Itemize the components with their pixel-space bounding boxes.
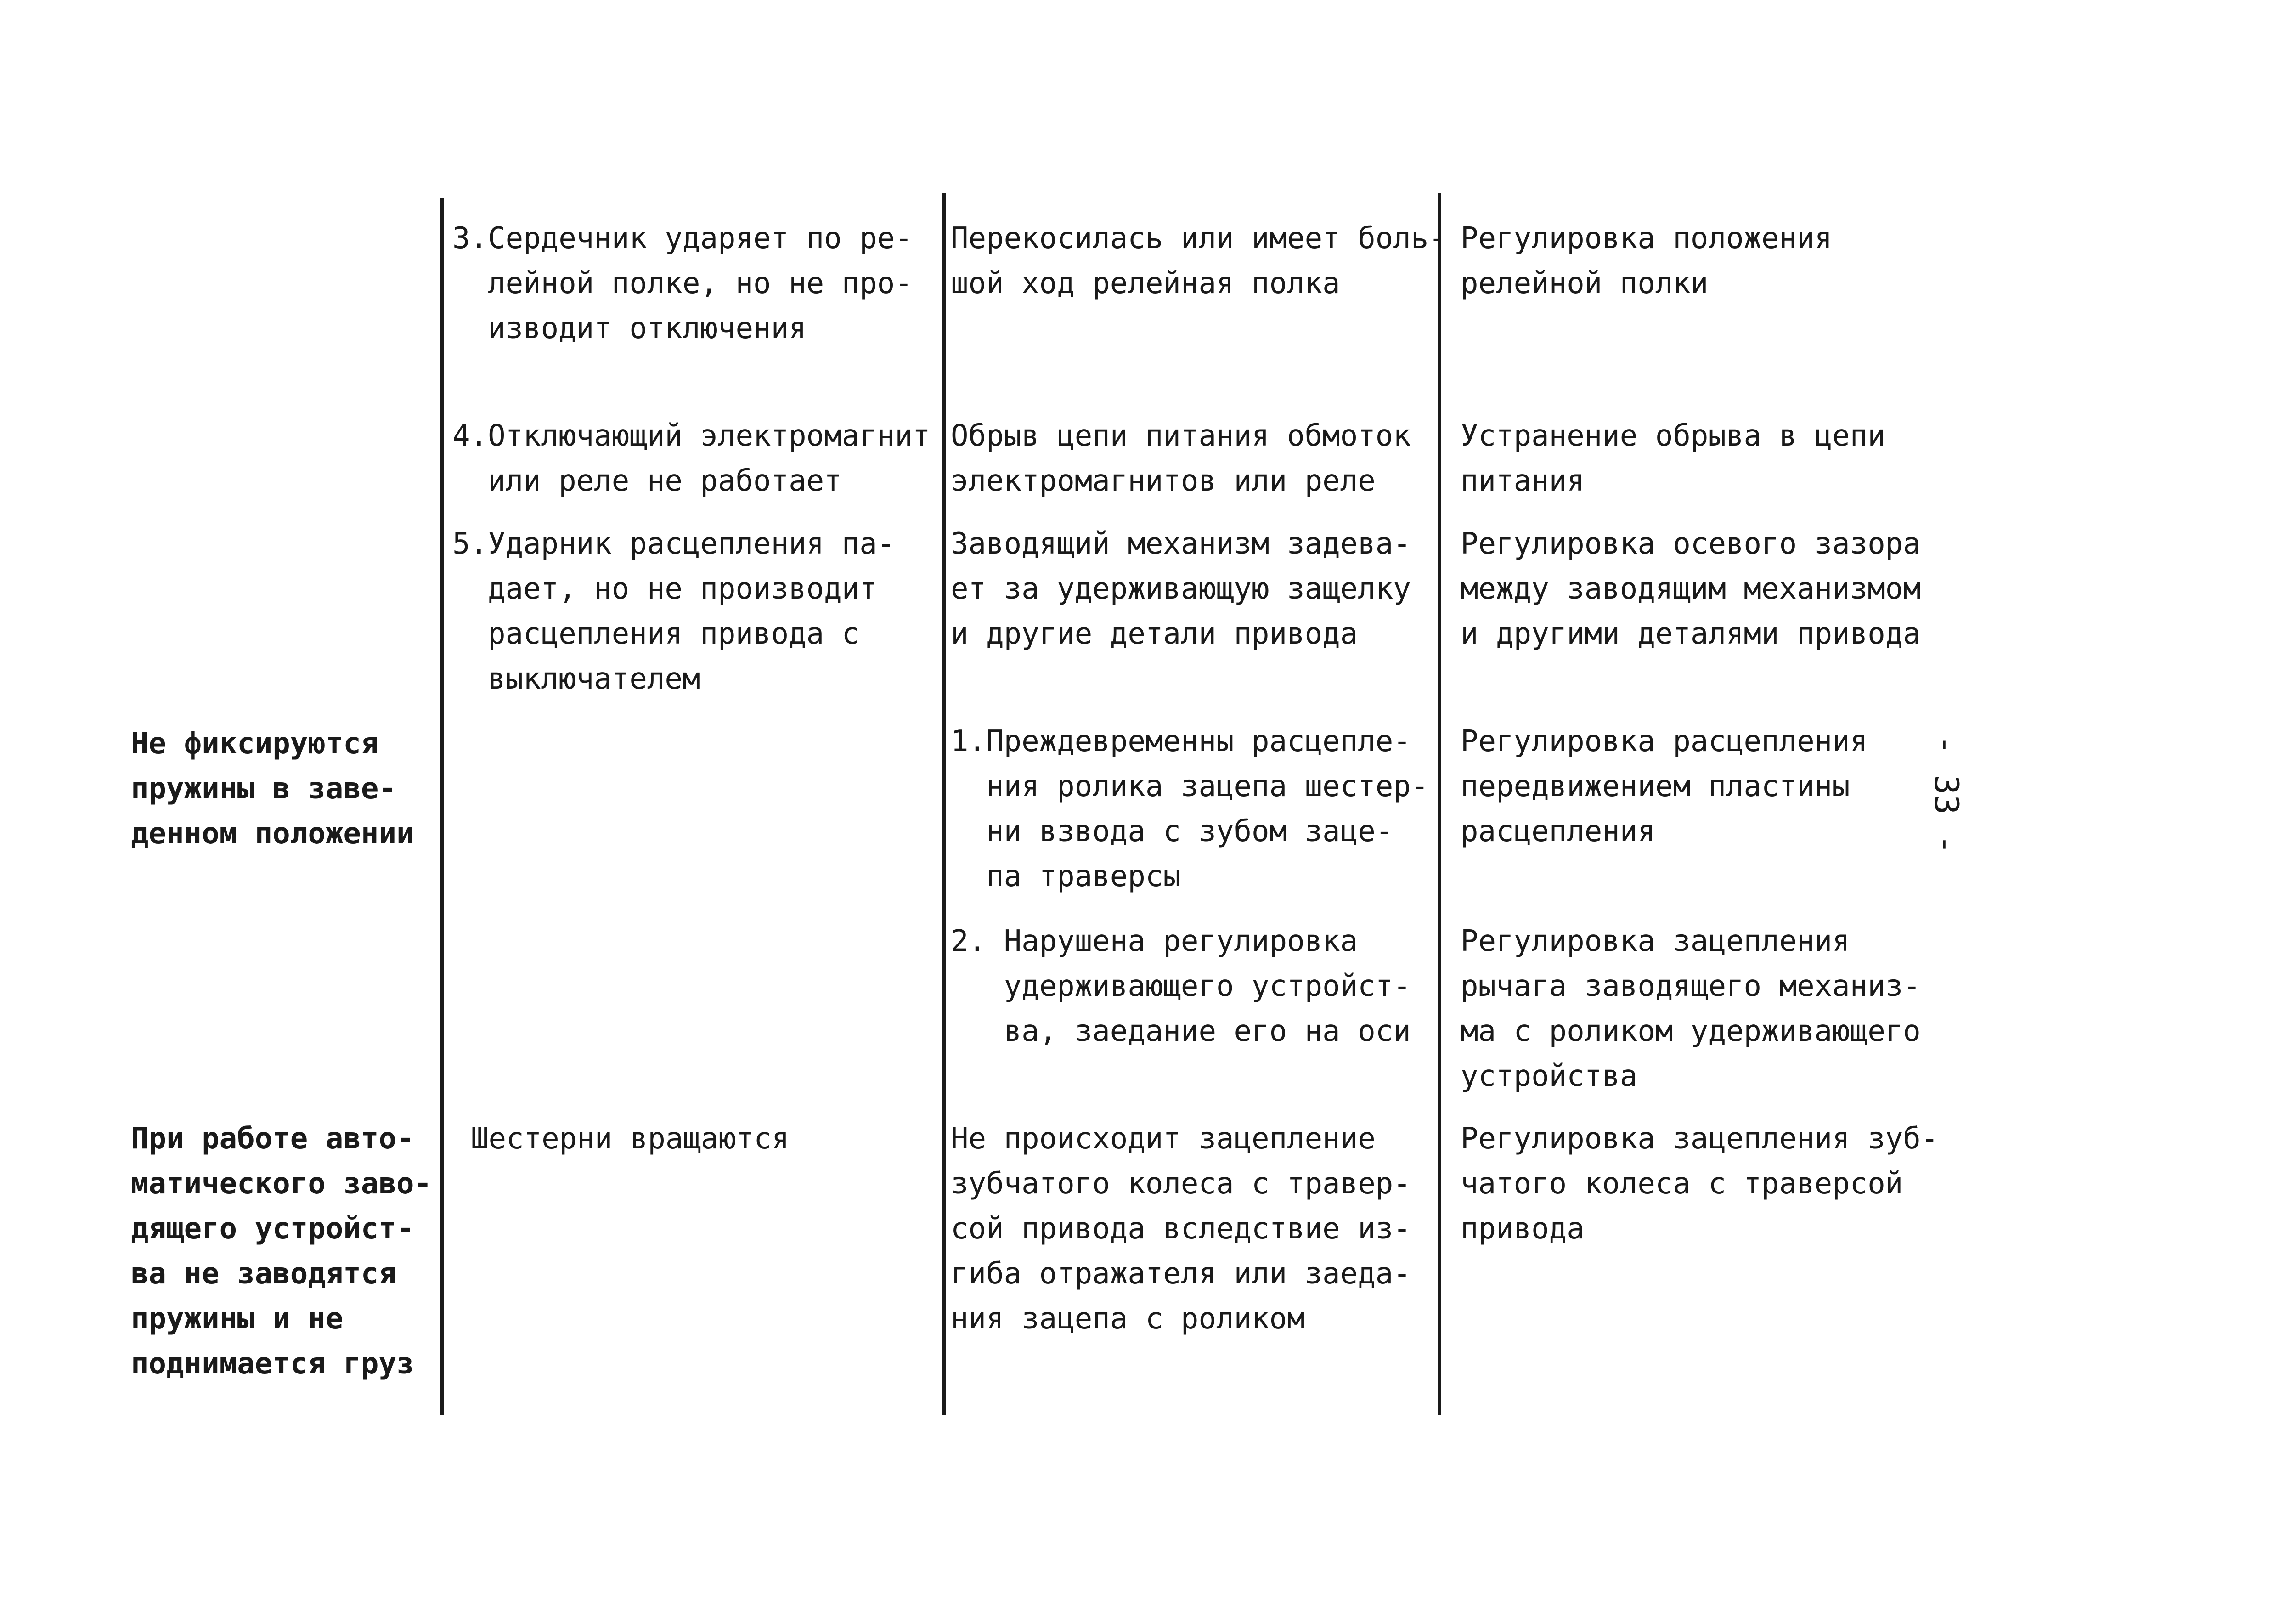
reason-7-line-3: ва, заедание его на оси — [951, 1014, 1411, 1048]
reason-4-line-1: Обрыв цепи питания обмоток — [951, 419, 1411, 453]
remedy-7-line-4: устройства — [1461, 1059, 1638, 1093]
column-divider-3 — [1438, 193, 1441, 1415]
remedy-3-line-1: Регулировка положения — [1461, 221, 1833, 255]
remedy-7-line-2: рычага заводящего механиз- — [1461, 969, 1921, 1003]
remedy-8-line-3: привода — [1461, 1212, 1585, 1246]
remedy-5-line-3: и другими деталями привода — [1461, 617, 1921, 651]
cause-3-line-2: лейной полке, но не про- — [452, 266, 913, 300]
reason-6-line-4: па траверсы — [951, 859, 1181, 893]
remedy-5-line-1: Регулировка осевого зазора — [1461, 527, 1921, 561]
cause-8-line-1: Шестерни вращаются — [471, 1122, 790, 1156]
remedy-6-line-1: Регулировка расцепления — [1461, 724, 1868, 758]
remedy-8-line-2: чатого колеса с траверсой — [1461, 1167, 1903, 1201]
reason-7-line-1: 2. Нарушена регулировка — [951, 924, 1358, 958]
symptom-8-line-2: матического заво- — [131, 1167, 432, 1201]
reason-8-line-3: сой привода вследствие из- — [951, 1212, 1411, 1246]
column-divider-2 — [942, 193, 946, 1415]
cause-5-line-4: выключателем — [452, 662, 700, 696]
symptom-6-line-1: Не фиксируются — [131, 727, 379, 761]
reason-6-line-3: ни взвода с зубом заце- — [951, 814, 1393, 848]
cause-3-line-3: изводит отключения — [452, 311, 807, 345]
cause-5-line-1: 5.Ударник расцепления па- — [452, 527, 895, 561]
reason-8-line-1: Не происходит зацепление — [951, 1122, 1376, 1156]
reason-8-line-2: зубчатого колеса с травер- — [951, 1167, 1411, 1201]
cause-4-line-2: или реле не работает — [452, 464, 842, 498]
reason-5-line-2: ет за удерживающую защелку — [951, 572, 1411, 606]
symptom-6-line-3: денном положении — [131, 817, 414, 851]
reason-3-line-2: шой ход релейная полка — [951, 266, 1340, 300]
reason-3-line-1: Перекосилась или имеет боль- — [951, 221, 1446, 255]
reason-6-line-1: 1.Преждевременны расцепле- — [951, 724, 1411, 758]
reason-4-line-2: электромагнитов или реле — [951, 464, 1376, 498]
remedy-6-line-3: расцепления — [1461, 814, 1655, 848]
remedy-7-line-3: ма с роликом удерживающего — [1461, 1014, 1921, 1048]
reason-5-line-1: Заводящий механизм задева- — [951, 527, 1411, 561]
cause-5-line-3: расцепления привода с — [452, 617, 860, 651]
reason-6-line-2: ния ролика зацепа шестер- — [951, 769, 1429, 803]
symptom-6-line-2: пружины в заве- — [131, 772, 396, 806]
reason-8-line-4: гиба отражателя или заеда- — [951, 1257, 1411, 1291]
remedy-8-line-1: Регулировка зацепления зуб- — [1461, 1122, 1939, 1156]
symptom-8-line-4: ва не заводятся — [131, 1257, 396, 1291]
cause-5-line-2: дает, но не производит — [452, 572, 877, 606]
remedy-5-line-2: между заводящим механизмом — [1461, 572, 1921, 606]
symptom-8-line-3: дящего устройст- — [131, 1212, 414, 1246]
remedy-3-line-2: релейной полки — [1461, 266, 1709, 300]
cause-3-line-1: 3.Сердечник ударяет по ре- — [452, 221, 913, 255]
reason-8-line-5: ния зацепа с роликом — [951, 1302, 1305, 1336]
remedy-6-line-2: передвижением пластины — [1461, 769, 1850, 803]
remedy-4-line-1: Устранение обрыва в цепи — [1461, 419, 1885, 453]
cause-4-line-1: 4.Отключающий электромагнит — [452, 419, 931, 453]
reason-7-line-2: удерживающего устройст- — [951, 969, 1411, 1003]
remedy-7-line-1: Регулировка зацепления — [1461, 924, 1850, 958]
reason-5-line-3: и другие детали привода — [951, 617, 1358, 651]
symptom-8-line-5: пружины и не — [131, 1302, 344, 1336]
column-divider-1 — [440, 198, 444, 1415]
symptom-8-line-6: поднимается груз — [131, 1347, 414, 1381]
remedy-4-line-2: питания — [1461, 464, 1585, 498]
page-number: - 33 - — [1927, 735, 1966, 855]
symptom-8-line-1: При работе авто- — [131, 1122, 414, 1156]
